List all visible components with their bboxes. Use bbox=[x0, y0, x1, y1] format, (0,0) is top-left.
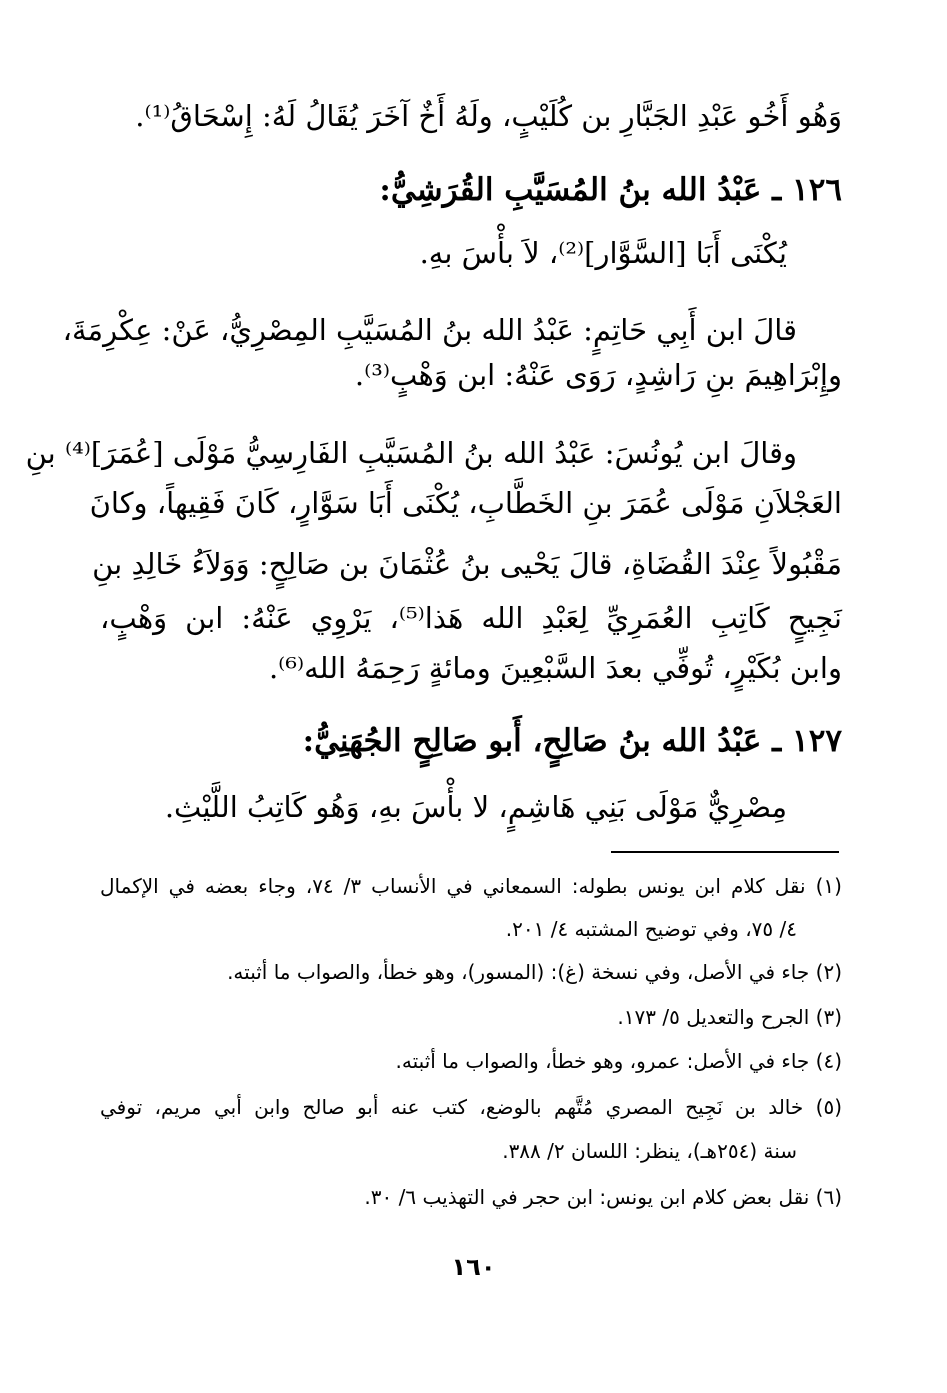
entry-126-heading: ١٢٦ ـ عَبْدُ الله بنُ المُسَيَّبِ القُرَشِيُّ: bbox=[379, 172, 842, 208]
entry-126-ibn-yunus-line-1: وقالَ ابن يُونُسَ: عَبْدُ الله بنُ المُسَيَّبِ الفَارِسِيُّ مَوْلَى [عُمَرَ]⁽⁴⁾ بنِ bbox=[25, 436, 797, 470]
entry-126-kunya-line: يُكْنَى أَبَا [السَّوَّار]⁽²⁾، لاَ بأْسَ بهِ. bbox=[419, 236, 787, 270]
entry-126-abi-hatim-line-2: وإِبْرَاهِيمَ بنِ رَاشِدٍ، رَوَى عَنْهُ: ابن وَهْبٍ⁽³⁾. bbox=[354, 358, 842, 392]
entry-126-abi-hatim-line-1: قالَ ابن أَبِي حَاتِمٍ: عَبْدُ الله بنُ المُسَيَّبِ المِصْرِيُّ، عَنْ: عِكْرِمَةَ، bbox=[62, 313, 797, 347]
entry-126-ibn-yunus-line-2: العَجْلاَنِ مَوْلَى عُمَرَ بنِ الخَطَّابِ، يُكْنَى أَبَا سَوَّارٍ، كَانَ فَقِيهاً، وكانَ bbox=[89, 486, 842, 520]
footnote-1-line-1: (١) نقل كلام ابن يونس بطوله: السمعاني في الأنساب ٣/ ٧٤، وجاء بعضه في الإكمال bbox=[100, 874, 842, 898]
body-line-1: وَهُو أَخُو عَبْدِ الجَبَّارِ بن كُلَيْبٍ، ولَهُ أَخٌ آخَرَ يُقَالُ لَهُ: إِسْحَاقُ⁽¹⁾. bbox=[135, 99, 842, 133]
footnote-6: (٦) نقل بعض كلام ابن يونس: ابن حجر في التهذيب ٦/ ٣٠. bbox=[364, 1185, 842, 1209]
entry-127-heading: ١٢٧ ـ عَبْدُ الله بنُ صَالِحٍ، أَبو صَالِحٍ الجُهَنِيُّ: bbox=[302, 723, 842, 759]
entry-126-ibn-yunus-line-4: نَجِيحٍ كَاتِبِ العُمَرِيِّ لِعَبْدِ الله هَذا⁽⁵⁾، يَرْوِي عَنْهُ: ابن وَهْبٍ، bbox=[100, 601, 842, 635]
entry-127-line-1: مِصْرِيٌّ مَوْلَى بَنِي هَاشِمٍ، لا بأْسَ بهِ، وَهُو كَاتِبُ اللَّيْثِ. bbox=[164, 790, 787, 824]
footnote-5-line-2: سنة (٢٥٤هـ)، ينظر: اللسان ٢/ ٣٨٨. bbox=[502, 1139, 797, 1163]
entry-126-ibn-yunus-line-5: وابن بُكَيْرٍ، تُوفِّي بعدَ السَّبْعِينَ ومائةٍ رَحِمَهُ الله⁽⁶⁾. bbox=[268, 651, 842, 685]
footnote-2: (٢) جاء في الأصل، وفي نسخة (غ): (المسور)، وهو خطأ، والصواب ما أثبته. bbox=[227, 960, 842, 984]
footnote-1-line-2: ٤/ ٧٥، وفي توضيح المشتبه ٤/ ٢٠١. bbox=[505, 917, 797, 941]
footnote-4: (٤) جاء في الأصل: عمرو، وهو خطأ، والصواب ما أثبته. bbox=[395, 1049, 842, 1073]
page-number: ١٦٠ bbox=[451, 1253, 496, 1281]
entry-126-ibn-yunus-line-3: مَقْبُولاً عِنْدَ القُضَاةِ، قالَ يَحْيى بنُ عُثْمَانَ بن صَالِحٍ: وَوَلاَءُ خَالِدِ بنِ bbox=[92, 547, 842, 581]
footnote-5-line-1: (٥) خالد بن نَجِيح المصري مُتَّهم بالوضع، كتب عنه أبو صالح وابن أبي مريم، توفي bbox=[100, 1095, 842, 1119]
footnote-3: (٣) الجرح والتعديل ٥/ ١٧٣. bbox=[617, 1005, 842, 1029]
footnote-separator bbox=[611, 851, 839, 853]
